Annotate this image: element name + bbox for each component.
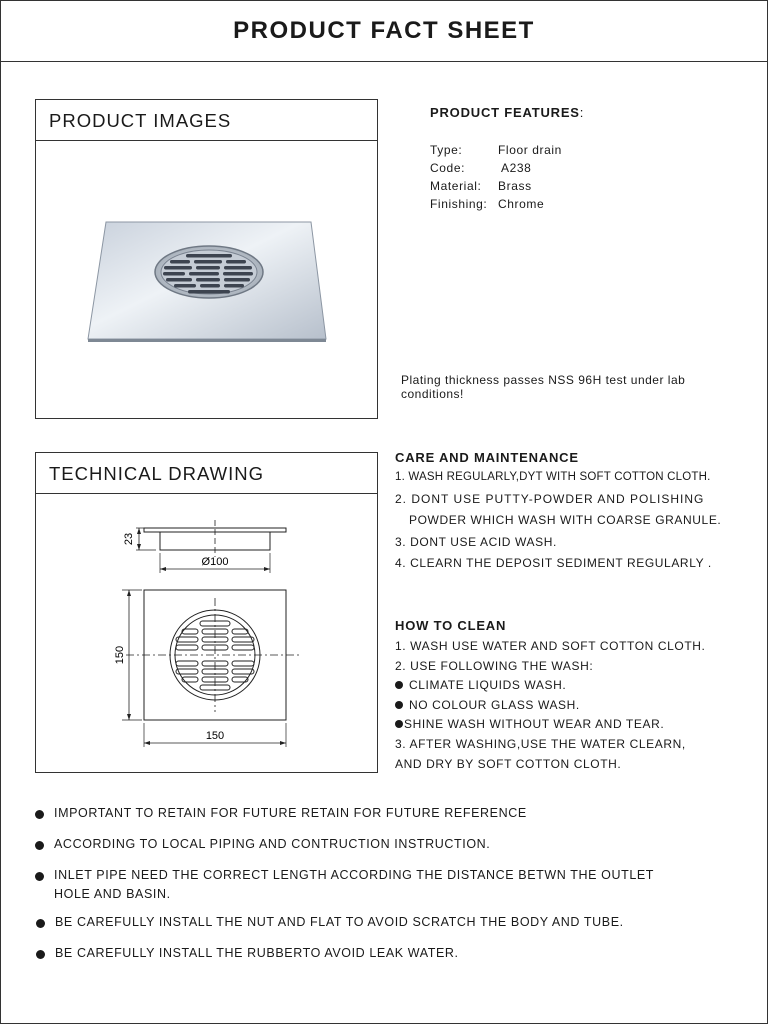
care-item: 2. DONT USE PUTTY-POWDER AND POLISHING (395, 492, 705, 506)
note-text: BE CAREFULLY INSTALL THE NUT AND FLAT TO AVOID SCRATCH THE BODY AND TUBE. (55, 915, 624, 929)
product-features-heading-colon: : (579, 105, 585, 120)
spec-row-type (430, 141, 562, 159)
spec-row-finishing (430, 195, 562, 213)
floor-drain-photo (36, 142, 377, 418)
product-features-heading (430, 105, 584, 120)
bullet-dot-icon (36, 950, 45, 959)
product-features-heading-text: PRODUCT FEATURES (430, 105, 580, 120)
technical-drawing (36, 495, 377, 772)
spec-label: Material: (430, 179, 482, 193)
note-text: BE CAREFULLY INSTALL THE RUBBERTO AVOID LEAK WATER. (55, 946, 459, 960)
bullet-dot-icon (395, 720, 403, 728)
spec-value: Floor drain (498, 143, 562, 157)
technical-drawing-panel (35, 452, 378, 773)
clean-bullet-text: NO COLOUR GLASS WASH. (409, 698, 580, 712)
note-text: INLET PIPE NEED THE CORRECT LENGTH ACCORDING THE DISTANCE BETWN THE OUTLET (54, 868, 655, 882)
bullet-dot-icon (36, 919, 45, 928)
dim-side-vertical-label: 150 (114, 645, 126, 665)
product-images-panel (35, 99, 378, 419)
page-title: PRODUCT FACT SHEET (233, 16, 535, 44)
spec-row-material (430, 177, 562, 195)
spec-value: Chrome (498, 197, 545, 211)
product-spec-list (430, 141, 562, 213)
clean-bullet-item (395, 678, 566, 692)
spec-label: Type: (430, 143, 463, 157)
product-images-heading: PRODUCT IMAGES (36, 100, 377, 141)
note-text: ACCORDING TO LOCAL PIPING AND CONTRUCTION INSTRUCTION. (54, 837, 491, 851)
clean-item: 3. AFTER WASHING,USE THE WATER CLEARN, (395, 737, 686, 751)
bullet-dot-icon (395, 681, 403, 689)
clean-bullet-item (395, 717, 664, 731)
care-item: 4. CLEARN THE DEPOSIT SEDIMENT REGULARLY . (395, 556, 712, 570)
clean-bullet-text: SHINE WASH WITHOUT WEAR AND TEAR. (404, 717, 665, 731)
bullet-dot-icon (35, 841, 44, 850)
dim-side-horizontal-label: 150 (205, 730, 225, 742)
dim-height-label: 23 (123, 532, 135, 546)
clean-item: 2. USE FOLLOWING THE WASH: (395, 659, 594, 673)
clean-item: 1. WASH USE WATER AND SOFT COTTON CLOTH. (395, 639, 706, 653)
clean-item: AND DRY BY SOFT COTTON CLOTH. (395, 757, 622, 771)
note-text: IMPORTANT TO RETAIN FOR FUTURE RETAIN FOR FUTURE REFERENCE (54, 806, 527, 820)
bullet-dot-icon (35, 872, 44, 881)
bullet-dot-icon (395, 701, 403, 709)
clean-bullet-text: CLIMATE LIQUIDS WASH. (409, 678, 567, 692)
care-item: 3. DONT USE ACID WASH. (395, 535, 557, 549)
clean-bullet-item (395, 698, 580, 712)
spec-row-code (430, 159, 562, 177)
spec-label: Finishing: (430, 197, 488, 211)
technical-drawing-heading: TECHNICAL DRAWING (36, 453, 377, 494)
care-item: 1. WASH REGULARLY,DYT WITH SOFT COTTON CLOTH. (395, 471, 711, 483)
bullet-dot-icon (35, 810, 44, 819)
note-text: HOLE AND BASIN. (54, 887, 171, 901)
spec-label: Code: (430, 161, 466, 175)
plating-note: Plating thickness passes NSS 96H test under lab conditions! (401, 373, 686, 401)
spec-value: Brass (498, 179, 532, 193)
how-to-clean-heading: HOW TO CLEAN (395, 618, 507, 633)
spec-value: A238 (501, 161, 532, 175)
care-heading: CARE AND MAINTENANCE (395, 450, 579, 465)
dim-diameter-label: Ø100 (201, 556, 229, 568)
care-item: POWDER WHICH WASH WITH COARSE GRANULE. (409, 513, 722, 527)
title-bar (0, 0, 768, 62)
